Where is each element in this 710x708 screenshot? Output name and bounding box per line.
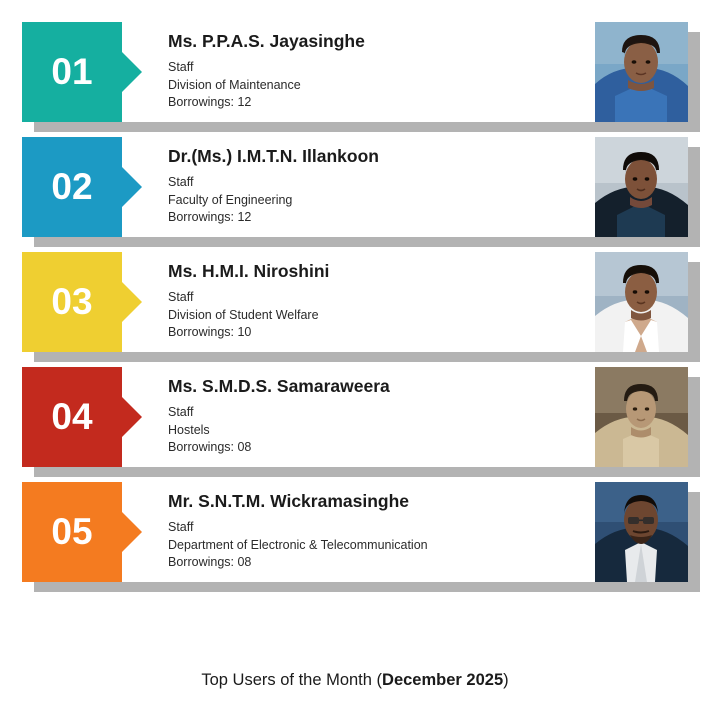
- user-info: [122, 482, 595, 582]
- rank-list: [22, 22, 688, 582]
- avatar: [595, 137, 688, 237]
- user-category: Staff: [168, 405, 194, 419]
- user-borrowings: Borrowings: 12: [168, 210, 252, 224]
- list-item: [22, 22, 688, 122]
- rank-badge: [22, 22, 122, 122]
- rank-number: 02: [51, 166, 93, 207]
- row-content: [22, 482, 688, 582]
- user-department: Division of Student Welfare: [168, 307, 319, 322]
- arrow-icon: [122, 52, 142, 92]
- user-name: Ms. H.M.I. Niroshini: [168, 261, 330, 281]
- user-department: Division of Maintenance: [168, 77, 301, 92]
- rank-number: 05: [51, 511, 93, 552]
- list-item: [22, 367, 688, 467]
- user-borrowings: Borrowings: 08: [168, 555, 252, 569]
- rank-number: 03: [51, 281, 93, 322]
- arrow-icon: [122, 397, 142, 437]
- user-info: [122, 367, 595, 467]
- rank-number: 04: [51, 396, 93, 437]
- arrow-icon: [122, 167, 142, 207]
- user-borrowings: Borrowings: 08: [168, 440, 252, 454]
- user-category: Staff: [168, 520, 194, 534]
- user-info: [122, 137, 595, 237]
- user-category: Staff: [168, 175, 194, 189]
- avatar: [595, 367, 688, 467]
- arrow-icon: [122, 512, 142, 552]
- row-content: [22, 137, 688, 237]
- arrow-icon: [122, 282, 142, 322]
- list-item: [22, 482, 688, 582]
- user-name: Ms. S.M.D.S. Samaraweera: [168, 376, 390, 396]
- poster-caption: [0, 671, 710, 690]
- caption-suffix: ): [503, 671, 509, 689]
- user-department: Faculty of Engineering: [168, 192, 293, 207]
- user-info: [122, 252, 595, 352]
- list-item: [22, 252, 688, 352]
- user-name: Ms. P.P.A.S. Jayasinghe: [168, 31, 365, 51]
- row-content: [22, 22, 688, 122]
- caption-prefix: Top Users of the Month (: [201, 671, 383, 689]
- rank-badge: [22, 482, 122, 582]
- user-name: Mr. S.N.T.M. Wickramasinghe: [168, 491, 410, 511]
- rank-badge: [22, 367, 122, 467]
- avatar: [595, 482, 688, 582]
- avatar: [595, 22, 688, 122]
- rank-number: 01: [51, 51, 93, 92]
- list-item: [22, 137, 688, 237]
- row-content: [22, 252, 688, 352]
- rank-badge: [22, 252, 122, 352]
- avatar: [595, 252, 688, 352]
- user-name: Dr.(Ms.) I.M.T.N. Illankoon: [168, 146, 379, 166]
- user-department: Hostels: [168, 422, 210, 437]
- caption-month: December 2025: [382, 671, 504, 689]
- user-department: Department of Electronic & Telecommunication: [168, 537, 428, 552]
- row-content: [22, 367, 688, 467]
- user-info: [122, 22, 595, 122]
- user-category: Staff: [168, 60, 194, 74]
- user-category: Staff: [168, 290, 194, 304]
- user-borrowings: Borrowings: 12: [168, 95, 252, 109]
- user-borrowings: Borrowings: 10: [168, 325, 252, 339]
- rank-badge: [22, 137, 122, 237]
